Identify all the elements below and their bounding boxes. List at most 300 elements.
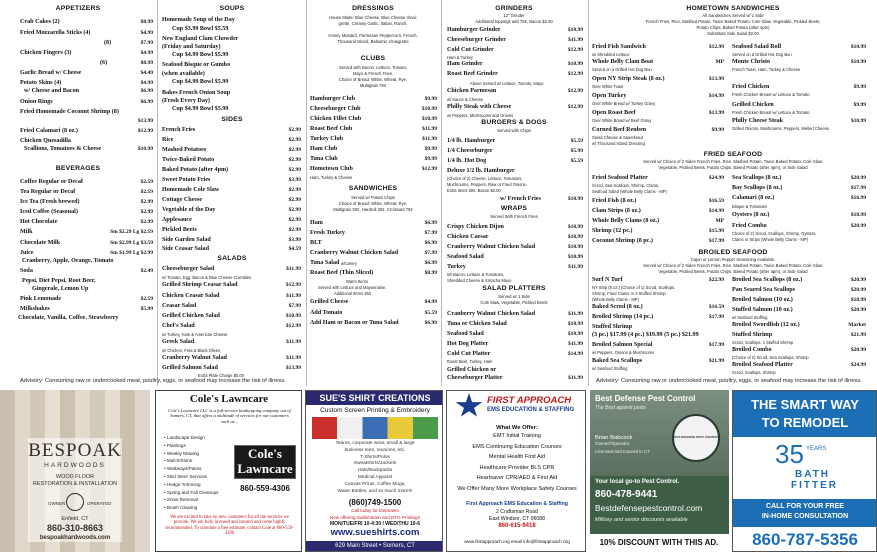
menu-item-name: Seafood Salad Roll bbox=[732, 44, 782, 50]
ad-list-item: We Offer Many More Workplace Safety Courses bbox=[457, 485, 577, 492]
menu-item-name: Ham bbox=[310, 220, 323, 226]
menu-item-name: Ham Club bbox=[310, 146, 338, 152]
sues-phone[interactable]: (860)749-1500 bbox=[348, 498, 402, 507]
section-note: Choice of Bread: White, Wheat, Rye, bbox=[338, 201, 408, 206]
section-note: Thousand Island, Balsamic Vinaigrette bbox=[337, 39, 409, 44]
section-note: House Made: Blue Cheese, Blue Cheese Vinai- bbox=[328, 15, 418, 20]
menu-item-price: $6.99 bbox=[424, 240, 437, 246]
menu-item-price: $20.99 bbox=[850, 223, 866, 229]
menu-item-price: $9.99 bbox=[711, 127, 724, 133]
menu-item-price: $9.99 bbox=[424, 156, 437, 162]
menu-item-name: (Fresh Every Day) bbox=[162, 98, 210, 104]
menu-item-name: BLT bbox=[310, 240, 322, 246]
menu-item-name: Cold Cut Platter bbox=[447, 351, 491, 357]
ad-list-item: Hats/Backpacks bbox=[357, 468, 393, 474]
menu-item-name: w/ Cheese and Bacon bbox=[24, 88, 80, 94]
sues-title: SUE'S SHIRT CREATIONS bbox=[319, 393, 431, 403]
menu-item-name: Grilled Cheese bbox=[310, 299, 349, 305]
section-note: Cajun or Lemon Pepper Seasoning Available. bbox=[690, 257, 776, 262]
menu-item-name: Additional Items 25¢ bbox=[334, 291, 372, 296]
menu-item-price: $6.99 bbox=[140, 88, 153, 94]
menu-item-price: $2.59 bbox=[140, 189, 153, 195]
menu-item-price: $9.99 bbox=[853, 102, 866, 108]
menu-item-price: $9.99 bbox=[853, 84, 866, 90]
menu-item-name: Served on a Grilled Hot Dog Bun bbox=[732, 52, 792, 57]
ad-list-item: Medical Apparel bbox=[357, 475, 393, 480]
section-note: Multigrain 75¢ bbox=[359, 83, 387, 88]
menu-item-name: Roast Beef Club bbox=[310, 126, 353, 132]
menu-item-price: $14.99 bbox=[708, 208, 724, 214]
menu-item-price: $20.99 bbox=[850, 347, 866, 353]
menu-item-name: Cup $3.99 Bowl $5.59 bbox=[172, 26, 229, 32]
menu-item-price: $10.99 bbox=[850, 44, 866, 50]
bestdef-title: Best Defense Pest Control bbox=[595, 394, 696, 403]
menu-item-name: Cheeseburger Grinder bbox=[447, 37, 506, 43]
menu-item-price: $8.99 bbox=[140, 19, 153, 25]
menu-item-name: Served on a Grilled Hot Dog Bun bbox=[592, 67, 652, 72]
menu-item-name: Deluxe 1/2 lb. Hamburger bbox=[447, 168, 515, 174]
section-note: Served with Bacon, Lettuce, Tomato, bbox=[338, 65, 408, 70]
bath-line1: THE SMART WAY bbox=[751, 397, 859, 412]
menu-item-name: NY Strip (8 oz.) (Choice of 1) Scrod, Scallops, bbox=[592, 285, 676, 290]
menu-item-price: $17.99 bbox=[708, 238, 724, 244]
menu-item-price: $11.99 bbox=[286, 266, 301, 272]
menu-item-name: Seafood Salad bbox=[447, 331, 484, 337]
menu-item-name: Broiled Sea Scallops (8 oz.) bbox=[732, 277, 803, 283]
menu-item-price: $2.99 bbox=[288, 197, 301, 203]
menu-item-name: Chicken Caesar bbox=[447, 234, 489, 240]
menu-item-price: $13.99 bbox=[137, 118, 153, 124]
hometown-heading: HOMETOWN SANDWICHES bbox=[686, 5, 780, 12]
menu-item-price: $12.99 bbox=[567, 47, 583, 53]
menu-item-name: Bakes French Onion Soup bbox=[162, 90, 231, 96]
coles-service-item: • Hedge Trimming bbox=[164, 481, 201, 487]
menu-item-name: Crispy Chicken Dijon bbox=[447, 224, 504, 230]
menu-item-price: $2.99 bbox=[288, 167, 301, 173]
menu-item-price: $17.99 bbox=[708, 314, 724, 320]
menu-item-price: MP bbox=[715, 59, 724, 65]
menu-item-name: Cranberry Walnut Chicken Salad bbox=[310, 250, 399, 256]
menu-item-name: Served with Lettuce and Mayonnaise. bbox=[318, 285, 387, 290]
menu-item-name: Chocolate, Vanilla, Coffee, Strawberry bbox=[18, 315, 119, 321]
menu-item-name: Ham Grinder bbox=[447, 61, 483, 67]
menu-item-name: Hamburger Club bbox=[310, 96, 356, 102]
menu-item-name: Broiled Shrimp (14 pc.) bbox=[592, 314, 654, 320]
menu-item-price: $13.99 bbox=[708, 110, 724, 116]
menu-item-price: $24.99 bbox=[850, 362, 866, 368]
menu-item-price: MP bbox=[715, 218, 724, 224]
menu-item-name: Cold Cut Grinder bbox=[447, 47, 494, 53]
menu-item-name: Add Tomato bbox=[310, 310, 343, 316]
bespoak-badge-icon bbox=[66, 493, 84, 511]
menu-item-name: 1/4 Cheeseburger bbox=[447, 148, 493, 154]
menu-item-name: Fried Combo bbox=[732, 223, 767, 229]
menu-item-name: Juice bbox=[20, 250, 34, 256]
menu-item-price: $6.99 bbox=[424, 320, 437, 326]
bespoak-web[interactable]: bespoakhardwoods.com bbox=[39, 535, 111, 541]
menu-item-name: Add Ham or Bacon or Tuna Salad bbox=[310, 320, 399, 326]
menu-item-name: Whole Belly Clam Boat bbox=[592, 59, 654, 65]
ad-coles-lawncare[interactable] bbox=[155, 390, 302, 552]
menu-item-name: Oysters (8 oz.) bbox=[732, 212, 770, 218]
menu-item-price: $14.99 bbox=[567, 351, 583, 357]
menu-item-price: $20.99 bbox=[850, 287, 866, 293]
menu-item-name: Bisque & Tomatoes bbox=[732, 204, 768, 209]
menu-item-name: Mashed Potatoes bbox=[162, 147, 207, 153]
menu-item-price: $5.59 bbox=[424, 310, 437, 316]
menu-item-name: French Fries bbox=[162, 127, 196, 133]
fried-seafood-heading: FRIED SEAFOOD bbox=[703, 151, 763, 158]
menu-item-price: $6.99 bbox=[424, 220, 437, 226]
menu-item-price: $11.99 bbox=[422, 126, 437, 132]
ad-first-approach[interactable] bbox=[446, 390, 586, 552]
menu-item-price: $5.99 bbox=[570, 148, 583, 154]
menu-item-name: Greek Salad bbox=[162, 339, 195, 345]
menu-item-price: $2.99 bbox=[288, 207, 301, 213]
menu-item-name: Broiled Seafood Platter bbox=[732, 362, 793, 368]
section-note: All Sandwiches Served w/ 1 Side bbox=[702, 13, 764, 18]
menu-item-price: $8.99 bbox=[424, 270, 437, 276]
menu-item-name: Tuna Club bbox=[310, 156, 338, 162]
ad-list-item: Healthcare Provider BLS CPR bbox=[479, 464, 555, 471]
menu-item-price: $21.99 bbox=[708, 358, 724, 364]
shirts-graphic-icon bbox=[312, 417, 438, 439]
menu-item-price: $2.99 bbox=[288, 227, 301, 233]
menu-item-name: w/ Peppers, Mushrooms and Onions bbox=[447, 113, 514, 118]
coles-service-item: • Weekly Mowing bbox=[164, 450, 199, 456]
menu-item-price: $10.99 bbox=[567, 196, 583, 202]
menu-item-name: Shrimp (12 pc.) bbox=[592, 228, 633, 234]
menu-item-name: Chicken Quesadilla bbox=[20, 138, 71, 144]
menu-item-name: Fried Chicken bbox=[732, 84, 770, 90]
menu-item-name: Fresh Turkey bbox=[310, 230, 345, 236]
coles-service-item: • Skid Steer Services bbox=[164, 474, 207, 479]
menu-item-name: Cup $4.99 Bowl $5.99 bbox=[172, 106, 229, 112]
coles-logo-line1: Cole's bbox=[248, 446, 282, 461]
menu-item-name: Chef's Salad bbox=[162, 323, 195, 329]
coles-service-item: • Walkways/Patios bbox=[164, 466, 202, 472]
advisory-note-right: Advisory: Consuming raw or undercooked meat, poultry, eggs, or seafood may increase the risk of illness. bbox=[596, 378, 862, 384]
menu-item-name: Grilled Chicken Salad bbox=[162, 313, 220, 319]
menu-item-name: Roast Beef (Thin Sliced) bbox=[310, 270, 374, 276]
section-note: Served with Chips bbox=[497, 128, 531, 133]
menu-item-name: Twice-Baked Potato bbox=[162, 157, 215, 163]
coles-phone[interactable]: 860-559-4306 bbox=[240, 484, 290, 493]
menu-item-price: $11.99 bbox=[568, 311, 583, 317]
menu-item-name: (Choice of 2) Cheese, Lettuce, Tomatoes, bbox=[447, 176, 523, 181]
menu-item-name: Coconut Shrimp (8 pc.) bbox=[592, 238, 653, 244]
bespoak-phone[interactable]: 860-310-8663 bbox=[46, 523, 104, 533]
menu-item-name: Baked Potato (after 4pm) bbox=[162, 167, 229, 173]
bestdef-role: Owner/Operator bbox=[595, 442, 630, 447]
menu-item-name: (when available) bbox=[162, 71, 205, 77]
firstapp-logo: FIRST APPROACH bbox=[487, 395, 572, 406]
ad-list-item: EMS Continuing Education Courses bbox=[472, 443, 562, 450]
firstapp-addr1: 2 Craftsman Road bbox=[495, 509, 539, 515]
coles-service-item: • Snow Removal bbox=[164, 497, 198, 503]
menu-item-name: Shrimp, Fried Clams or 3 Stuffed Shrimp bbox=[592, 291, 666, 296]
menu-item-name: Turkey Club bbox=[310, 136, 344, 142]
menu-item-name: Cup $4.99 Bowl $5.99 bbox=[172, 79, 229, 85]
menu-item-price: $17.99 bbox=[708, 342, 724, 348]
menu-item-name: Warm Items bbox=[346, 279, 368, 284]
menu-item-price: $2.99 bbox=[288, 187, 301, 193]
sues-offer: Now offering Sublimation and DTG Printing!! bbox=[329, 515, 421, 520]
bath-phone[interactable]: 860-787-5356 bbox=[752, 530, 858, 549]
menu-item-price: $11.99 bbox=[568, 375, 583, 381]
menu-item-price: $11.99 bbox=[286, 355, 301, 361]
menu-item-price: Market bbox=[848, 322, 866, 328]
salad-platters-heading: SALAD PLATTERS bbox=[482, 285, 546, 292]
menu-item-price: $10.99 bbox=[567, 61, 583, 67]
bespoak-city: Enfield, CT bbox=[61, 516, 89, 522]
menu-item-price: $12.99 bbox=[285, 323, 301, 329]
firstapp-name: First Approach EMS Education & Staffing bbox=[466, 501, 568, 507]
menu-item-name: Onion Rings bbox=[20, 99, 53, 105]
menu-item-name: Fried Fish Sandwich bbox=[592, 44, 646, 50]
menu-item-price: $4.99 bbox=[140, 80, 153, 86]
menu-item-name: Cottage Cheese bbox=[162, 197, 203, 203]
menu-item-price: $9.99 bbox=[424, 146, 437, 152]
menu-item-name: Milkshakes bbox=[20, 306, 50, 312]
ad-bath-fitter[interactable] bbox=[732, 390, 877, 552]
menu-item-name: Above Served w/ Lettuce, Tomato, Mayo bbox=[470, 81, 544, 86]
menu-item-price: $13.99 bbox=[285, 365, 301, 371]
ad-list-item: Water Bottles, and so much more!!! bbox=[337, 488, 413, 494]
menu-item-name: Fresh Chicken Breast w/ Lettuce & Tomato bbox=[732, 110, 810, 115]
menu-item-name: Clam Strips (8 oz.) bbox=[592, 208, 641, 214]
sues-address: 629 Main Street • Somers, CT bbox=[335, 543, 415, 549]
firstapp-sub: EMS EDUCATION & STAFFING bbox=[487, 407, 575, 413]
section-note: Vegetable, Pickled Beets, Potato Chips, Baked Potato (after 4pm), or Side Salad bbox=[658, 165, 808, 170]
bath-brand1: BATH bbox=[795, 469, 831, 480]
menu-item-price: $8.99 bbox=[140, 60, 153, 66]
grinders-heading: GRINDERS bbox=[495, 5, 533, 12]
menu-item-price: $10.99 bbox=[567, 244, 583, 250]
menu-item-name: Baked Sea Scallops bbox=[592, 358, 643, 364]
menu-item-name: Coffee Regular or Decaf bbox=[20, 179, 83, 185]
menu-item-price: $10.99 bbox=[421, 116, 437, 122]
menu-item-name: Ham & Turkey bbox=[447, 55, 473, 60]
section-note: Additional toppings add 75¢, Bacon $2.00 bbox=[475, 19, 553, 24]
menu-item-price: $10.99 bbox=[850, 118, 866, 124]
menu-item-name: Pepsi, Diet Pepsi, Root Beer, bbox=[22, 278, 96, 284]
menu-item-price: $16.59 bbox=[708, 304, 724, 310]
ad-strip bbox=[0, 390, 877, 552]
menu-item-name: Tea Regular or Decaf bbox=[20, 189, 76, 195]
menu-item-price: $2.99 bbox=[140, 219, 153, 225]
menu-item-name: Shredded Cheese & Sriracha Mayo bbox=[447, 278, 512, 283]
menu-item-name: W/ Bacon, Lettuce & Tomatoes, bbox=[447, 272, 505, 277]
menu-item-price: $12.99 bbox=[567, 71, 583, 77]
menu-item-name: Grilled Chicken bbox=[732, 102, 774, 108]
ad-list-item: Sweatshirts/Jackets bbox=[353, 461, 397, 467]
menu-item-name: Surf N Turf bbox=[592, 277, 623, 283]
menu-item-name: w/ Peppers, Onions & Mushrooms bbox=[592, 350, 655, 355]
menu-item-name: Broiled Salmon (10 oz.) bbox=[732, 297, 793, 303]
menu-item-price: $11.99 bbox=[286, 339, 301, 345]
menu-item-name: Hot Dog Platter bbox=[447, 341, 489, 347]
menu-item-price: $6.99 bbox=[424, 260, 437, 266]
menu-item-name: Mushrooms, Peppers, Raw or Fried Onions. bbox=[447, 182, 527, 187]
menu-item-name: Fried Homemade Coconut Shrimp (8) bbox=[20, 109, 119, 115]
menu-item-name: New England Clam Chowder bbox=[162, 36, 239, 42]
bestdef-phone[interactable]: 860-478-9441 bbox=[595, 489, 658, 500]
bestdef-lic: Licensed and Insured in CT bbox=[595, 449, 651, 454]
menu-item-name: Crab Cakes (2) bbox=[20, 19, 60, 25]
bestdef-military: Military and senior discounts available bbox=[595, 517, 688, 523]
menu-item-name: Cheeseburger Salad bbox=[162, 266, 215, 272]
ad-bespoak[interactable] bbox=[0, 390, 150, 552]
menu-item-name: Ceasar Salad bbox=[162, 303, 197, 309]
coles-footer: We are excited to take on new customers for all the services we provide. We are fully licensed and insured and come highly recommended. To schedule a free estimate, contact Cole at 860-559-4306 bbox=[165, 515, 294, 537]
menu-item-price: $10.99 bbox=[421, 106, 437, 112]
menu-item-price: $10.99 bbox=[567, 27, 583, 33]
coles-service-item: • Mulch/Stone bbox=[164, 458, 193, 464]
coles-service-item: • Plantings bbox=[164, 442, 186, 448]
menu-item-name: (6) bbox=[100, 60, 108, 66]
menu-item-price: $3.99 bbox=[288, 177, 301, 183]
bath-years-number: 35 bbox=[775, 439, 804, 469]
bespoak-owner: OWNER bbox=[48, 501, 66, 506]
bestdef-badge-text: BEST DEFENSE PEST CONTROL bbox=[672, 435, 720, 439]
section-note: Served w/ Potato Chips bbox=[351, 195, 395, 200]
menu-item-name: Scallions, Tomatoes & Cheese bbox=[24, 146, 102, 152]
ad-list-item: Teams, corporate wear, small & large bbox=[335, 441, 415, 446]
menu-item-price: $15.99 bbox=[708, 228, 724, 234]
menu-item-name: Seafood Bisque or Gumbo bbox=[162, 62, 231, 68]
menu-item-name: w/ Turkey, Ham & American Cheese bbox=[162, 332, 228, 337]
menu-item-price: $5.59 bbox=[570, 138, 583, 144]
menu-item-name: Milk bbox=[20, 229, 33, 235]
menu-item-name: Stuffed Shrimp bbox=[732, 332, 773, 338]
menu-item-name: Swiss Cheese & Sauerkraut bbox=[592, 135, 643, 140]
menu-item-name: Seafood Salad bbox=[447, 254, 484, 260]
menu-item-price: $14.99 bbox=[708, 93, 724, 99]
menu-item-name: Cranberry, Apple, Orange, Tomato bbox=[22, 258, 114, 264]
ad-sues-shirts[interactable] bbox=[305, 390, 443, 552]
menu-item-name: Choice of 2) Scrod, Scallops, Shrimp, Oysters, bbox=[732, 231, 817, 236]
menu-item-price: $7.99 bbox=[288, 303, 301, 309]
menu-item-price: $12.99 bbox=[567, 104, 583, 110]
section-note: Vegetable, Pickled Beets, Potato Chips, Baked Potato (after 4pm), or Side Salad bbox=[658, 269, 808, 274]
menu-item-name: Stuffed Salmon (10 oz.) bbox=[732, 307, 793, 313]
menu-item-name: Applesauce bbox=[162, 217, 192, 223]
menu-item-price: $16.99 bbox=[850, 195, 866, 201]
menu-item-price: $10.99 bbox=[850, 59, 866, 65]
menu-item-name: w/ Shredded Lettuce bbox=[592, 52, 630, 57]
dressings-heading: DRESSINGS bbox=[352, 5, 394, 12]
menu-item-name: 1/4 lb. Hot Dog bbox=[447, 158, 487, 164]
firstapp-web[interactable]: www.firstapproach.org email info@firstapproach.org bbox=[464, 539, 570, 544]
menu-item-name: Side Ceasar Salad bbox=[162, 246, 209, 252]
menu-item-name: Pan Seared Sea Scallops bbox=[732, 287, 796, 293]
menu-item-name: Ice Tea (Fresh brewed) bbox=[20, 199, 80, 205]
sues-call: Call today for Estimates bbox=[351, 508, 399, 513]
sues-web[interactable]: www.sueshirts.com bbox=[330, 527, 420, 538]
menu-item-name: Iced Coffee (Seasonal) bbox=[20, 209, 78, 215]
bestdef-discount: 10% DISCOUNT WITH THIS AD. bbox=[599, 538, 719, 547]
menu-item-name: 1/4 lb. Hamburger bbox=[447, 138, 496, 144]
section-note: Mayo & French Fries. bbox=[352, 71, 394, 76]
menu-item-price: $4.49 bbox=[140, 70, 153, 76]
menu-item-name: Fried Seafood Platter bbox=[592, 175, 648, 181]
menu-item-name: Soda bbox=[20, 268, 33, 274]
bath-call1: CALL FOR YOUR FREE bbox=[766, 503, 844, 510]
menu-item-name: Extra Plate Charge $5.00 bbox=[198, 373, 244, 378]
coles-service-item: • Spring and Fall Cleanups bbox=[164, 489, 219, 495]
menu-item-name: Turkey bbox=[447, 264, 466, 270]
menu-item-name: Whole Belly Clams (8 oz.) bbox=[592, 218, 660, 224]
menu-item-name: Grilled Shrimp Ceasar Salad bbox=[162, 282, 238, 288]
menu-item-name: Philly Steak with Cheese bbox=[447, 104, 512, 110]
firstapp-phone[interactable]: 860-615-9418 bbox=[498, 523, 536, 529]
menu-item-price: Sm $1.99 Lg $2.99 bbox=[110, 250, 153, 256]
menu-item-name: Grilled Chicken or bbox=[447, 367, 497, 373]
menu-item-name: Homemade Cole Slaw bbox=[162, 187, 220, 193]
menu-item-price: $4.99 bbox=[424, 299, 437, 305]
menu-item-name: Fresh Chicken Breast w/ Lettuce & Tomato bbox=[732, 92, 810, 97]
sues-hours: MON/TUE/FRI 10-4:30 / WED/THU 10-6 bbox=[329, 521, 421, 527]
menu-item-price: $6.99 bbox=[140, 99, 153, 105]
bestdef-web[interactable]: Bestdefensepestcontrol.com bbox=[595, 503, 703, 513]
menu-item-price: $2.99 bbox=[140, 209, 153, 215]
menu-item-name: Baked Scrod (8 oz.) bbox=[592, 304, 643, 310]
menu-item-name: Cup $4.99 Bowl $5.99 bbox=[172, 52, 229, 58]
menu-item-price: $10.99 bbox=[567, 331, 583, 337]
menu-item-name: Pink Lemonade bbox=[20, 296, 62, 302]
bath-brand2: FITTER bbox=[791, 480, 838, 491]
menu-item-name: French Toast, Ham, Turkey & Cheese bbox=[732, 67, 801, 72]
menu-item-name: w/ Chicken, Feta & Black Olives bbox=[162, 348, 221, 353]
section-note: Served w/ Choice of 2 Sides French Fries, Rice, Mashed Potato, Twice Baked Potato, Cole Slaw, bbox=[643, 263, 823, 268]
menu-item-name: Open Turkey bbox=[592, 93, 627, 99]
coles-intro: Cole's Lawncare LLC is a full-service landscaping company out of Somers, CT, that offers a multitude of services for our customers such as... bbox=[168, 408, 291, 424]
menu-item-name: Sweet Potato Fries bbox=[162, 177, 211, 183]
menu-item-name: Over White Toast bbox=[592, 84, 624, 89]
menu-item-price: $10.99 bbox=[137, 146, 153, 152]
menu-item-name: Tuna or Chicken Salad bbox=[447, 321, 507, 327]
bestdef-tag: The Best against pests bbox=[595, 405, 646, 411]
menu-item-name: Chicken Fingers (3) bbox=[20, 50, 72, 56]
menu-item-name: Fried Calamari (8 oz.) bbox=[20, 128, 78, 134]
menu-item-name: Pickled Beets bbox=[162, 227, 197, 233]
menu-item-name: Sea Scallops (8 oz.) bbox=[732, 175, 782, 181]
burgers-heading: BURGERS & DOGS bbox=[481, 119, 547, 126]
menu-item-price: Sm $2.29 Lg $2.59 bbox=[110, 229, 153, 235]
menu-item-price: $12.99 bbox=[567, 88, 583, 94]
menu-item-name: Calamari (8 oz.) bbox=[732, 195, 775, 201]
menu-item-name: Hot Chocolate bbox=[20, 219, 58, 225]
clubs-heading: CLUBS bbox=[360, 55, 386, 62]
menu-item-name: w/ Seafood Stuffing bbox=[592, 366, 628, 371]
menu-item-price: $16.59 bbox=[708, 198, 724, 204]
ad-best-defense[interactable] bbox=[590, 390, 729, 552]
menu-item-name: Cranberry Walnut Chicken Salad bbox=[447, 244, 536, 250]
wraps-heading: WRAPS bbox=[500, 205, 528, 212]
menu-item-price: $12.99 bbox=[421, 166, 437, 172]
menu-item-price: $9.99 bbox=[424, 96, 437, 102]
menu-item-price: $12.99 bbox=[708, 44, 724, 50]
menu-item-price: $5.59 bbox=[570, 158, 583, 164]
menu-item-price: $2.99 bbox=[288, 127, 301, 133]
menu-item-name: Open NY Strip Steak (8 oz.) bbox=[592, 76, 665, 82]
ad-list-item: Canvas Prints, Coffee Mugs, bbox=[344, 481, 406, 487]
bespoak-sub: HARDWOODS bbox=[44, 462, 106, 469]
menu-item-price: $22.99 bbox=[708, 277, 724, 283]
menu-item-price: $10.99 bbox=[567, 321, 583, 327]
menu-item-price: $11.99 bbox=[286, 293, 301, 299]
